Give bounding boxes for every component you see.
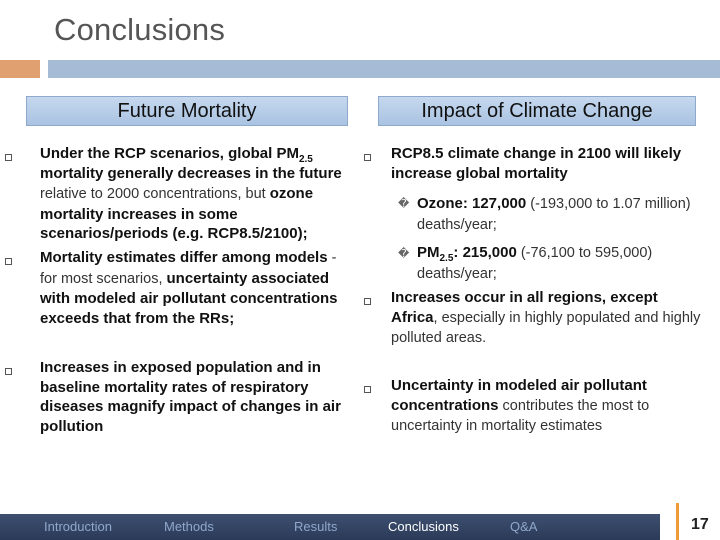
page-number: 17 — [691, 516, 709, 533]
square-bullet-icon — [364, 154, 371, 161]
future-mortality-header: Future Mortality — [26, 96, 348, 126]
title-accent-band-blue — [48, 60, 720, 78]
square-bullet-icon — [364, 298, 371, 305]
title-accent-band-orange — [0, 60, 40, 78]
nav-qa[interactable]: Q&A — [510, 519, 538, 534]
left-bullet-3: Increases in exposed population and in baseline mortality rates of respiratory diseases magnify impact of changes in air pollution — [40, 359, 341, 435]
pm25-subbullet: $PM_{2.5}$: 215,000 (-76,100 to 595,000) deaths/year; — [417, 244, 653, 282]
nav-methods[interactable]: Methods — [164, 519, 214, 534]
nav-conclusions[interactable]: Conclusions — [388, 519, 459, 534]
sub-bullet-icon: � — [398, 248, 410, 260]
right-bullet-3: Uncertainty in modeled air pollutant concentrations contributes the most to uncertainty in mortality estimates — [391, 377, 650, 434]
square-bullet-icon — [5, 368, 12, 375]
square-bullet-icon — [5, 154, 12, 161]
page-number-accent — [676, 503, 679, 540]
right-bullet-1: RCP8.5 climate change in 2100 will likely increase global mortality — [391, 145, 682, 182]
slide-title: Conclusions — [54, 12, 226, 47]
left-bullet-2: Mortality estimates differ among models - for most scenarios, uncertainty associated with modeled air pollutant concentrations exceeds that from the RRs; — [40, 249, 338, 327]
square-bullet-icon — [5, 258, 12, 265]
square-bullet-icon — [364, 386, 371, 393]
ozone-subbullet: Ozone: 127,000 (-193,000 to 1.07 million) deaths/year; — [417, 195, 691, 233]
left-bullet-1: Under the RCP scenarios, global $PM_{2.5}$ mortality generally decreases in the future relative to 2000 concentrations, but ozone mortality increases in some scenarios/periods (e.g. RCP8.5/2100); — [40, 145, 342, 242]
sub-bullet-icon: � — [398, 198, 410, 210]
nav-introduction[interactable]: Introduction — [44, 519, 112, 534]
impact-climate-change-header: Impact of Climate Change — [378, 96, 696, 126]
right-bullet-2: Increases occur in all regions, except Africa, especially in highly populated and highly polluted areas. — [391, 289, 701, 346]
nav-results[interactable]: Results — [294, 519, 338, 534]
